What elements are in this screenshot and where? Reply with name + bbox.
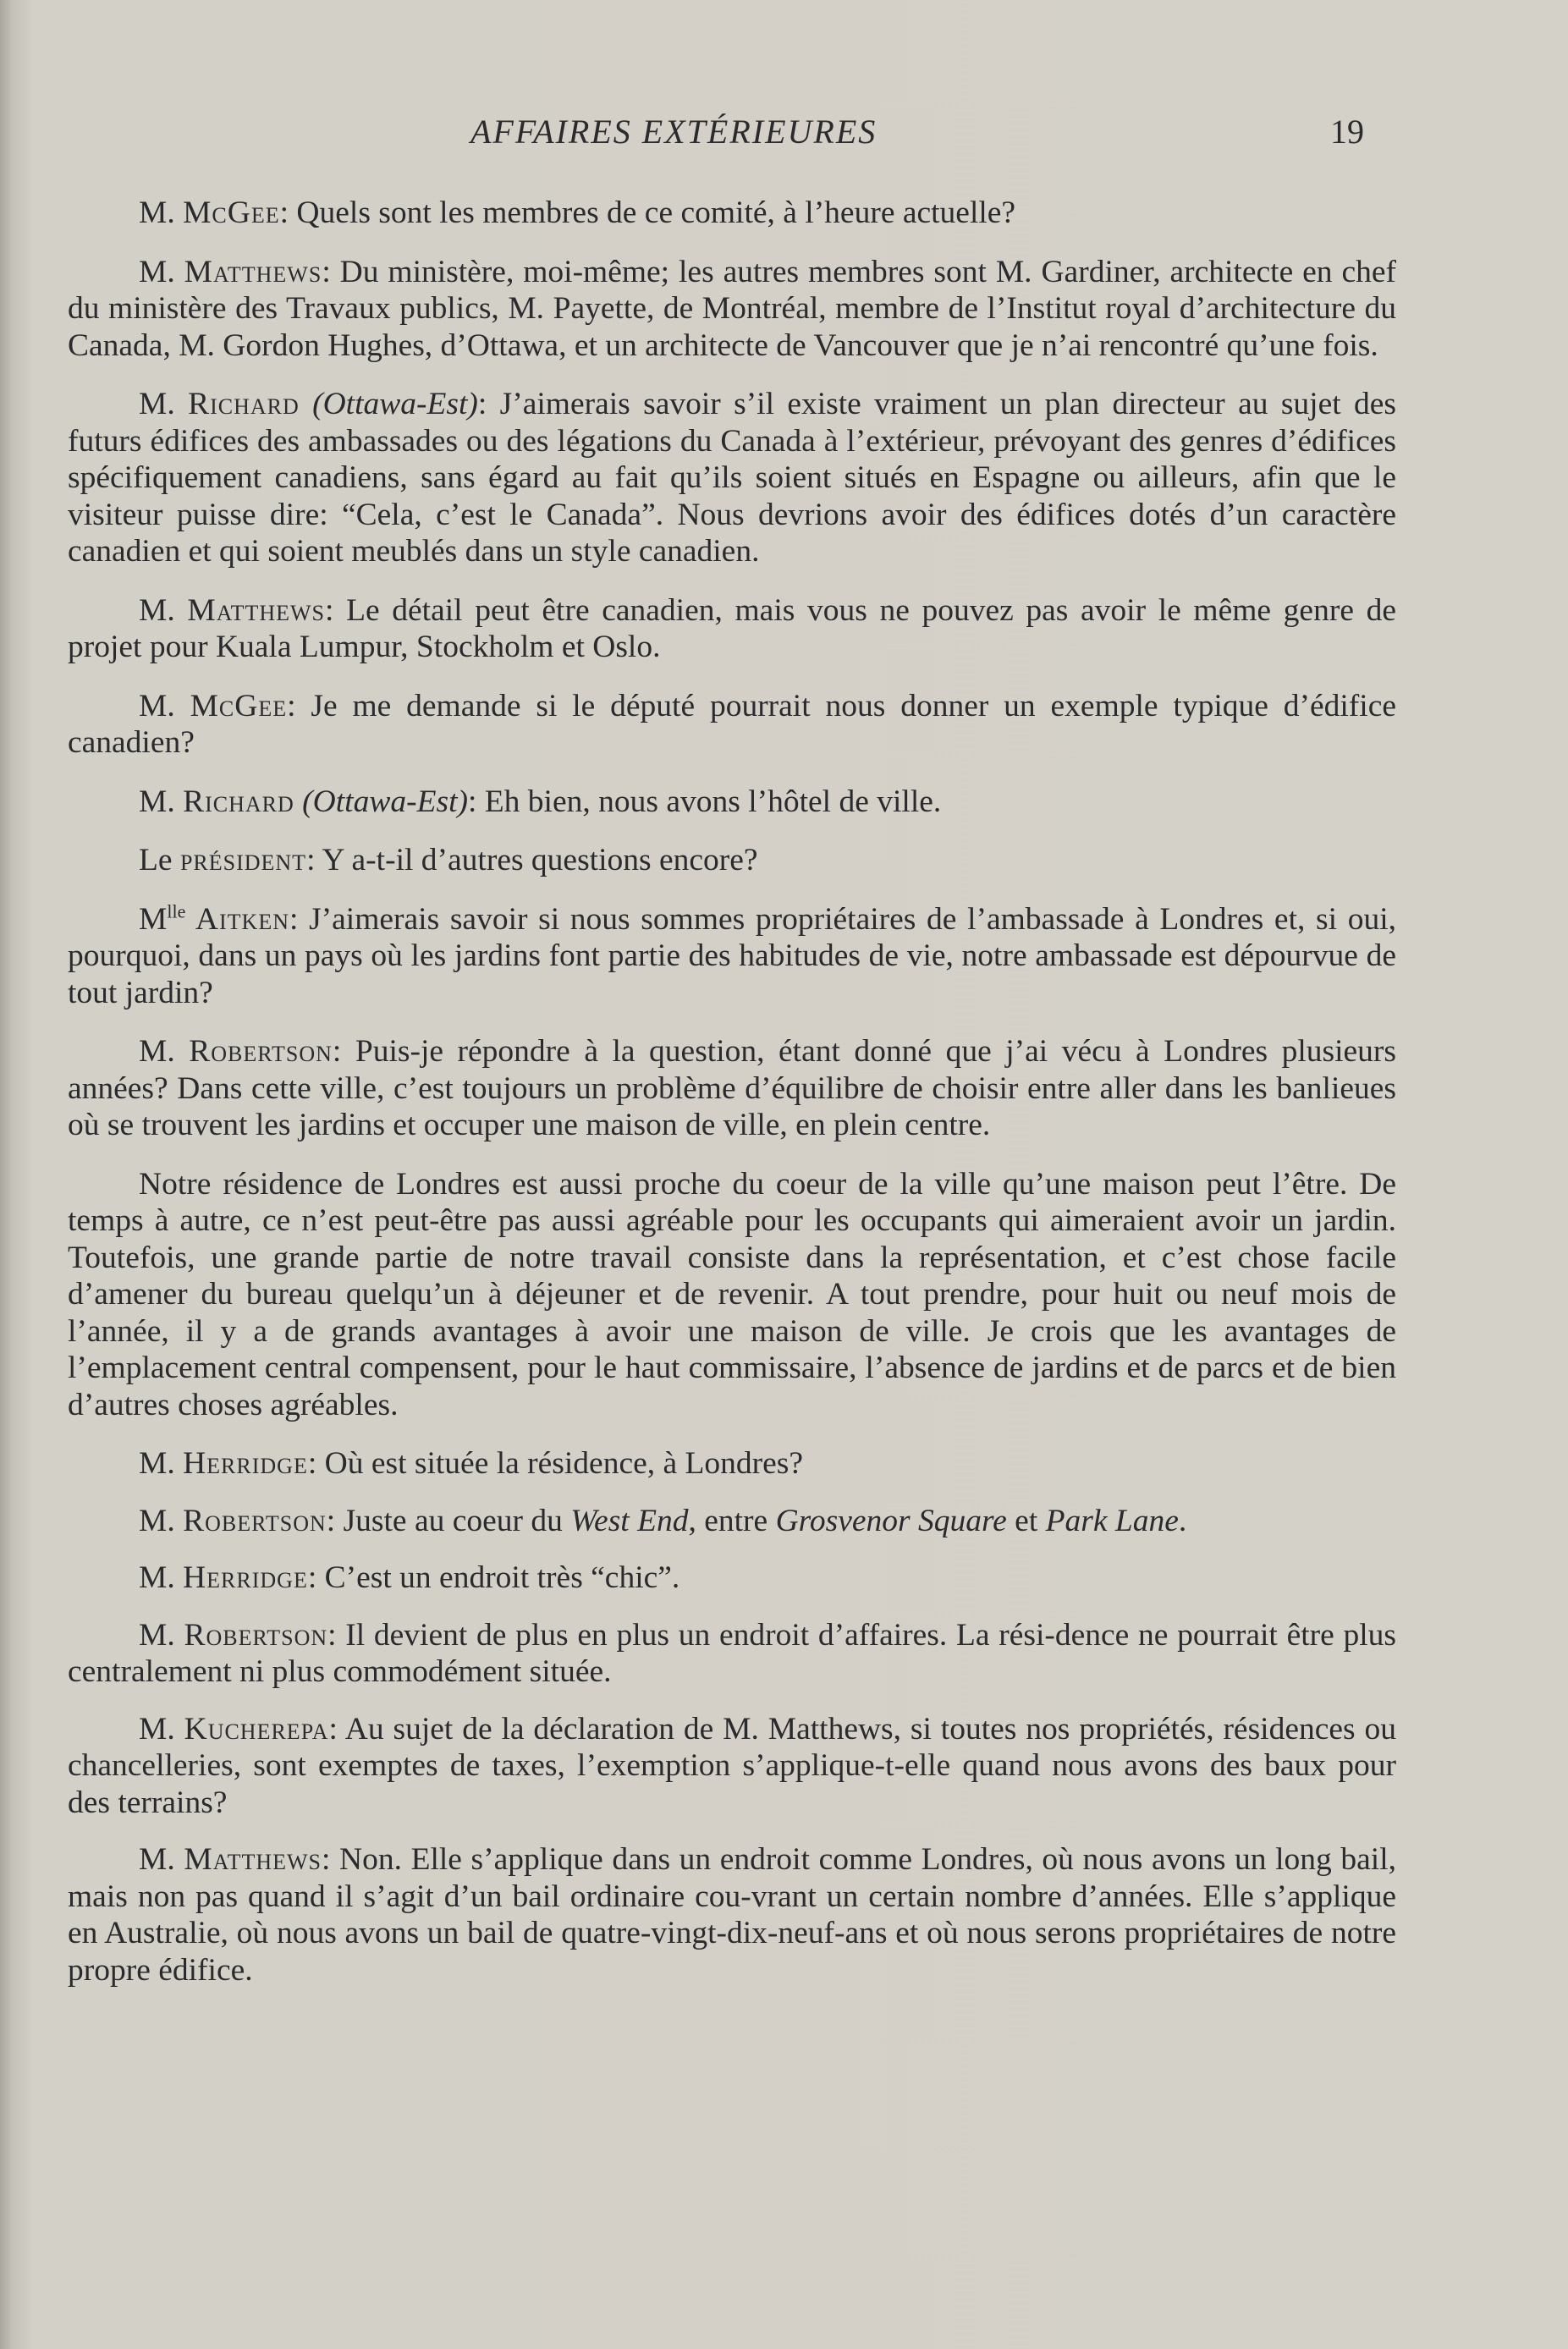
speaker-name: Aitken (185, 901, 289, 937)
speech-text: , entre (688, 1503, 776, 1538)
speech-text: : Au sujet de la déclaration de M. Matthews, si toutes nos propriétés, résidences ou chancelleries, sont exemptes de taxes, l’exemption s’applique-t-elle quand nous avons des baux pour des terrains? (68, 1711, 1397, 1820)
speaker-title: M. (139, 195, 184, 230)
paragraph-president (68, 842, 1396, 879)
speaker-name: Matthews (184, 1842, 322, 1877)
speaker-title: M. (139, 1034, 190, 1069)
place-name: Park Lane (1045, 1503, 1179, 1538)
speaker-name: Matthews (187, 592, 326, 628)
speech-text: : Du ministère, moi-même; les autres membres sont M. Gardiner, architecte en chef du ministère des Travaux publics, M. Payette, de Montréal, membre de l’Institut royal d’architecture du Canada, M. Gordon Hughes, d’Ottawa, et un architecte de Vancouver que je n’ai rencontré qu’une fois. (68, 254, 1396, 363)
paragraph-richard-2 (68, 784, 1396, 821)
speaker-name: Kucherepa (184, 1711, 329, 1747)
speech-text: : J’aimerais savoir si nous sommes propriétaires de l’ambassade à Londres et, si oui, pourquoi, dans un pays où les jardins font partie des habitudes de vie, notre ambassade est dépourvue de tout jardin? (68, 901, 1396, 1010)
place-name: Grosvenor Square (775, 1503, 1007, 1538)
paragraph-robertson-2 (68, 1503, 1396, 1540)
speech-text: : Il devient de plus en plus un endroit d’affaires. La rési-dence ne pourrait être plus centralement ni plus commodément située. (68, 1617, 1396, 1689)
speaker-title: M. (139, 1560, 184, 1595)
speech-text: : Je me demande si le député pourrait nous donner un exemple typique d’édifice canadien? (68, 688, 1396, 760)
speaker-name: Herridge (183, 1560, 308, 1595)
paragraph-herridge-2 (68, 1560, 1396, 1597)
speaker-title: M. (139, 1842, 184, 1877)
paragraph-robertson-1 (68, 1033, 1396, 1144)
speaker-name: président (179, 843, 307, 877)
paragraph-herridge-1 (68, 1445, 1396, 1483)
speaker-name: McGee (183, 195, 280, 230)
speech-text: . (1178, 1503, 1187, 1538)
speaker-title: M. (139, 1503, 184, 1538)
speaker-riding: (Ottawa-Est) (299, 387, 478, 421)
page-header (0, 112, 1568, 162)
paragraph-mcgee-2 (68, 688, 1396, 762)
speaker-title-superscript: lle (167, 900, 186, 921)
speaker-title: M. (139, 254, 184, 289)
speaker-name: Richard (183, 784, 294, 819)
speaker-title: M. (139, 784, 184, 819)
paragraph-matthews-1 (68, 254, 1396, 365)
speech-text: : Quels sont les membres de ce comité, à l’heure actuelle? (279, 195, 1016, 230)
speech-text: Notre résidence de Londres est aussi proche du coeur de la ville qu’une maison peut l’être. De temps à autre, ce n’est peut-être pas aussi agréable pour les occupants qui aimeraient avoir un jardin. Toutefois, une grande partie de notre travail consiste dans la représentation, et c’est chose facile d’amener du bureau quelqu’un à déjeuner et de revenir. A tout prendre, pour huit ou neuf mois de l’année, il y a de grands avantages à avoir une maison de ville. Je crois que les avantages de l’emplacement central compensent, pour le haut commissaire, l’absence de jardins et de parcs et de bien d’autres choses agréables. (68, 1166, 1396, 1422)
page-number: 19 (1330, 113, 1364, 151)
speaker-name: Robertson (189, 1034, 333, 1069)
body-text (68, 195, 1396, 2009)
speaker-name: Robertson (184, 1617, 328, 1653)
speaker-title: M (139, 901, 168, 937)
speech-text: : Le détail peut être canadien, mais vous ne pouvez pas avoir le même genre de projet pour Kuala Lumpur, Stockholm et Oslo. (68, 592, 1396, 664)
paragraph-richard-1 (68, 386, 1396, 570)
speech-text: : C’est un endroit très “chic”. (307, 1560, 680, 1595)
speaker-name: Matthews (184, 254, 322, 289)
paragraph-robertson-3 (68, 1617, 1396, 1691)
speech-text: : Puis-je répondre à la question, étant donné que j’ai vécu à Londres plusieurs années? Dans cette ville, c’est toujours un problème d’équilibre de choisir entre aller dans les banlieues où se trouvent les jardins et occuper une maison de ville, en plein centre. (68, 1034, 1396, 1142)
paragraph-matthews-3 (68, 1841, 1396, 1989)
running-title: AFFAIRES EXTÉRIEURES (470, 113, 878, 151)
speech-text: : Y a-t-il d’autres questions encore? (306, 843, 758, 877)
speaker-riding: (Ottawa-Est) (294, 784, 468, 819)
speech-text: : J’aimerais savoir s’il existe vraiment un plan directeur au sujet des futurs édifices des ambassades ou des légations du Canada à l’extérieur, prévoyant des genres d’édifices spécifiquement canadiens, sans égard au fait qu’ils soient situés en Espagne ou ailleurs, afin que le visiteur puisse dire: “Cela, c’est le Canada”. Nous devrions avoir des édifices dotés d’un caractère canadien et qui soient meublés dans un style canadien. (68, 387, 1396, 569)
speech-text: et (1006, 1503, 1046, 1538)
paragraph-kucherepa (68, 1711, 1396, 1822)
speech-text: : Où est située la résidence, à Londres? (307, 1446, 804, 1481)
speaker-name: McGee (190, 688, 288, 723)
paragraph-matthews-2 (68, 592, 1396, 666)
paragraph-mcgee-1 (68, 195, 1396, 232)
speaker-name: Robertson (183, 1503, 327, 1538)
speaker-name: Herridge (183, 1446, 308, 1481)
paragraph-robertson-continued (68, 1166, 1396, 1424)
speaker-title: M. (139, 592, 188, 628)
speech-text: : Juste au coeur du (326, 1503, 571, 1538)
speech-text: : Non. Elle s’applique dans un endroit comme Londres, où nous avons un long bail, mais non pas quand il s’agit d’un bail ordinaire cou-vrant un certain nombre d’années. Elle s’applique en Australie, où nous avons un bail de quatre-vingt-dix-neuf-ans et où nous serons propriétaires de notre propre édifice. (68, 1842, 1397, 1988)
paragraph-aitken (68, 901, 1396, 1012)
speaker-title: M. (139, 1617, 184, 1653)
speaker-title: M. (139, 387, 189, 421)
place-name: West End (570, 1503, 689, 1538)
speaker-name: Richard (188, 387, 300, 421)
speaker-title: M. (139, 1446, 184, 1481)
speaker-title: M. (139, 1711, 184, 1747)
speaker-title: M. (139, 688, 190, 723)
speaker-title: Le (139, 843, 180, 877)
speech-text: : Eh bien, nous avons l’hôtel de ville. (467, 784, 942, 819)
